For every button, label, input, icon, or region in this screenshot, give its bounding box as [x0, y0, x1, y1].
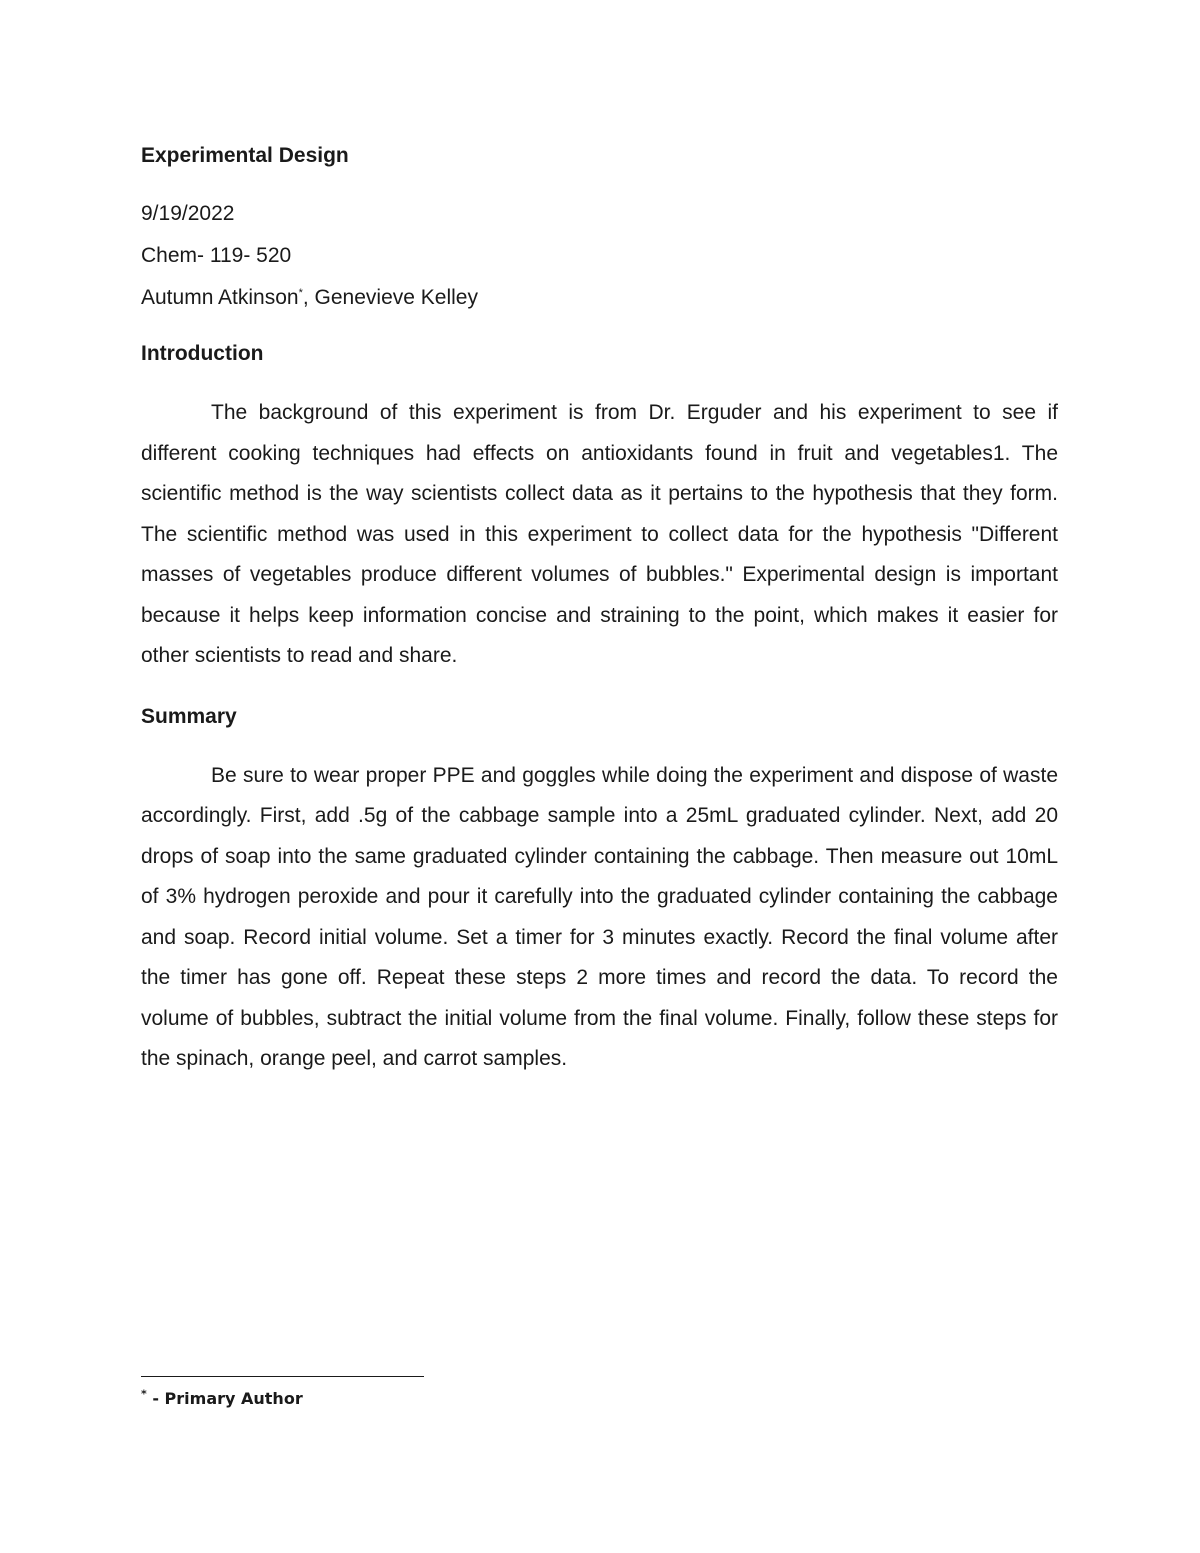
section-heading-summary: Summary [141, 704, 237, 728]
section-body-summary: Be sure to wear proper PPE and goggles while doing the experiment and dispose of waste accordingly. First, add .5g of the cabbage sample into a 25mL graduated cylinder. Next, add 20 drops of soap into the same graduated cylinder containing the cabbage. Then measure out 10mL of 3% hydrogen peroxide and pour it carefully into the graduated cylinder containing the cabbage and soap. Record initial volume. Set a timer for 3 minutes exactly. Record the final volume after the timer has gone off. Repeat these steps 2 more times and record the data. To record the volume of bubbles, subtract the initial volume from the final volume. Finally, follow these steps for the spinach, orange peel, and carrot samples. [141, 763, 1058, 1070]
section-heading-introduction: Introduction [141, 342, 264, 365]
document-body [141, 140, 1058, 1080]
document-meta [141, 198, 1058, 314]
co-author: , Genevieve Kelley [302, 286, 478, 309]
course-code: Chem- 119- 520 [141, 244, 292, 267]
footnote-marker: * [141, 1387, 147, 1401]
footnote-text: - Primary Author [146, 1389, 303, 1408]
primary-author-marker: * [298, 287, 303, 299]
author-line [141, 282, 1058, 314]
footnote [141, 1388, 303, 1410]
document-title: Experimental Design [141, 144, 349, 167]
section-body-introduction: The background of this experiment is from Dr. Erguder and his experiment to see if different cooking techniques had effects on antioxidants found in fruit and vegetables1. The scientific method is the way scientists collect data as it pertains to the hypothesis that they form. The scientific method was used in this experiment to collect data for the hypothesis "Different masses of vegetables produce different volumes of bubbles." Experimental design is important because it helps keep information concise and straining to the point, which makes it easier for other scientists to read and share. [141, 401, 1058, 667]
document-date: 9/19/2022 [141, 202, 235, 225]
footnote-separator [141, 1376, 424, 1377]
primary-author: Autumn Atkinson [141, 286, 299, 309]
